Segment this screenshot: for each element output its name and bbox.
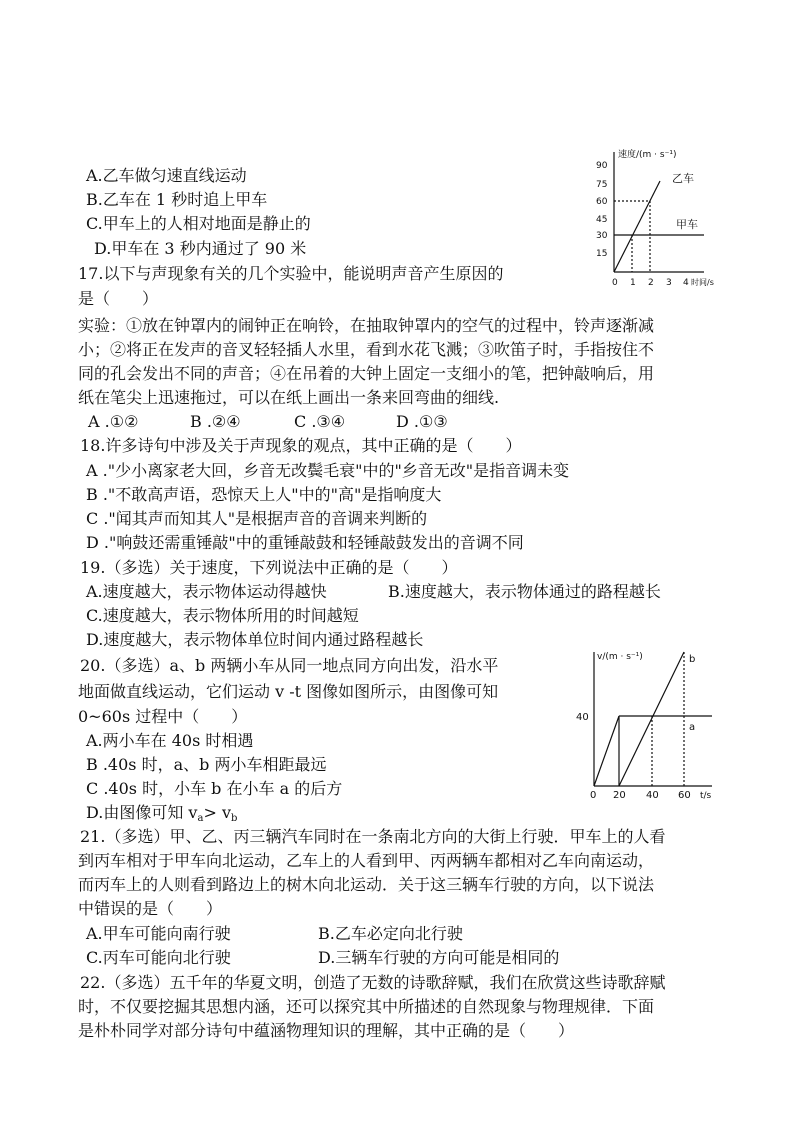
q22-stem-line2: 时，不仅要挖掘其思想内涵，还可以探究其中所描述的自然现象与物理规律．下面 <box>78 997 655 1016</box>
q21-option-a: A.甲车可能向南行驶 <box>86 924 231 943</box>
q22-stem-line1: 22.（多选）五千年的华夏文明，创造了无数的诗歌辞赋，我们在欣赏这些诗歌辞赋 <box>80 973 666 992</box>
q20-stem-line1: 20.（多选）a、b 两辆小车从同一地点同方向出发，沿水平 <box>80 656 499 675</box>
q21-stem-line4: 中错误的是（ ） <box>78 899 223 918</box>
chart1-xtick-1: 1 <box>630 278 636 288</box>
q20-option-d-sub-b: b <box>230 813 238 824</box>
chart1-ytick-15: 15 <box>596 249 608 259</box>
q17-body-line4: 纸在笔尖上迅速拖过，可以在纸上画出一条来回弯曲的细线. <box>78 388 500 407</box>
q17-option-d: D .①③ <box>396 412 448 431</box>
q19-option-d: D.速度越大，表示物体单位时间内通过路程越长 <box>86 630 424 649</box>
chart2-label-b: b <box>689 654 696 665</box>
chart2-xlabel: t/s <box>700 791 712 800</box>
q17-body-line3: 同的孔会发出不同的声音；④在吊着的大钟上固定一支细小的笔，把钟敲响后，用 <box>78 364 655 383</box>
q17-option-c: C .③④ <box>294 412 346 431</box>
q19-option-b: B.速度越大，表示物体通过的路程越长 <box>388 582 661 601</box>
chart1-xtick-4: 4 <box>683 278 689 288</box>
chart1-label-yi: 乙车 <box>672 172 694 185</box>
q17-stem-line2: 是（ ） <box>78 289 159 308</box>
chart2-xtick-0: 0 <box>590 790 597 800</box>
q16-option-c: C.甲车上的人相对地面是静止的 <box>86 214 311 233</box>
chart2-ylabel: v/(m · s⁻¹) <box>597 652 643 662</box>
chart2-xtick-20: 20 <box>613 790 626 800</box>
q20-stem-line3: 0~60s 过程中（ ） <box>78 707 248 726</box>
q18-stem: 18.许多诗句中涉及关于声现象的观点，其中正确的是（ ） <box>80 436 522 455</box>
chart1-line-yi <box>614 181 660 272</box>
q21-stem-line3: 而丙车上的人则看到路边上的树木向北运动．关于这三辆车行驶的方向，以下说法 <box>78 875 655 894</box>
speed-time-chart <box>588 142 718 292</box>
q20-stem-line2: 地面做直线运动，它们运动 v -t 图像如图所示，由图像可知 <box>78 682 499 701</box>
q20-option-d-prefix: D.由图像可知 v <box>86 803 198 822</box>
chart1-ytick-30: 30 <box>596 231 608 241</box>
chart1-ytick-60: 60 <box>596 197 608 207</box>
vt-chart-ab <box>572 640 722 800</box>
q18-option-a: A ."少小离家老大回，乡音无改鬓毛衰"中的"乡音无改"是指音调未变 <box>86 461 570 480</box>
q19-stem: 19.（多选）关于速度，下列说法中正确的是（ ） <box>80 558 458 577</box>
q18-option-c: C ."闻其声而知其人"是根据声音的音调来判断的 <box>86 509 428 528</box>
chart1-ytick-75: 75 <box>596 180 608 190</box>
chart1-xtick-3: 3 <box>666 278 672 288</box>
q17-body-line1: 实验：①放在钟罩内的闹钟正在响铃，在抽取钟罩内的空气的过程中，铃声逐渐减 <box>78 316 655 335</box>
q18-option-b: B ."不敢高声语，恐惊天上人"中的"高"是指响度大 <box>86 485 442 504</box>
q21-stem-line2: 到丙车相对于甲车向北运动，乙车上的人看到甲、丙两辆车都相对乙车向南运动， <box>78 851 655 870</box>
chart2-label-a: a <box>689 722 696 733</box>
chart1-ylabel: 速度/(m · s⁻¹) <box>618 150 677 160</box>
q19-option-c: C.速度越大，表示物体所用的时间越短 <box>86 606 359 625</box>
chart1-label-jia: 甲车 <box>676 218 698 231</box>
chart1-ytick-45: 45 <box>596 215 608 225</box>
q17-body-line2: 小；②将正在发声的音叉轻轻插人水里，看到水花飞溅；③吹笛子时，手指按住不 <box>78 340 655 359</box>
chart1-xtick-2: 2 <box>648 278 654 288</box>
q20-option-b: B .40s 时，a、b 两小车相距最远 <box>86 755 327 774</box>
q20-option-d-mid: > v <box>203 803 231 822</box>
q20-option-c: C .40s 时，小车 b 在小车 a 的后方 <box>86 779 343 798</box>
chart1-xtick-0: 0 <box>612 278 618 288</box>
chart1-ytick-90: 90 <box>596 161 608 171</box>
chart2-xtick-40: 40 <box>646 790 659 800</box>
q17-stem-line1: 17.以下与声现象有关的几个实验中，能说明声音产生原因的 <box>78 264 504 283</box>
q18-option-d: D ."响鼓还需重锤敲"中的重锤敲鼓和轻锤敲鼓发出的音调不同 <box>86 533 524 552</box>
chart2-line-a-ramp <box>594 716 619 786</box>
q16-option-d: D.甲车在 3 秒内通过了 90 米 <box>94 239 307 258</box>
q21-option-d: D.三辆车行驶的方向可能是相同的 <box>318 948 560 967</box>
q17-option-a: A .①② <box>88 412 139 431</box>
q21-stem-line1: 21.（多选）甲、乙、丙三辆汽车同时在一条南北方向的大街上行驶．甲车上的人看 <box>80 827 666 846</box>
chart2-xtick-60: 60 <box>678 790 691 800</box>
q21-option-c: C.丙车可能向北行驶 <box>86 948 231 967</box>
q17-option-b: B .②④ <box>190 412 241 431</box>
q19-option-a: A.速度越大，表示物体运动得越快 <box>86 582 327 601</box>
q16-option-a: A.乙车做匀速直线运动 <box>86 166 247 185</box>
chart1-xlabel: 时间/s <box>691 278 714 287</box>
q21-option-b: B.乙车必定向北行驶 <box>318 924 463 943</box>
q16-option-b: B.乙车在 1 秒时追上甲车 <box>86 190 268 209</box>
q20-option-d-sub-a: a <box>197 813 204 824</box>
q22-stem-line3: 是朴朴同学对部分诗句中蕴涵物理知识的理解，其中正确的是（ ） <box>78 1021 575 1040</box>
chart2-ytick-40: 40 <box>576 712 589 723</box>
q20-option-a: A.两小车在 40s 时相遇 <box>86 731 254 750</box>
